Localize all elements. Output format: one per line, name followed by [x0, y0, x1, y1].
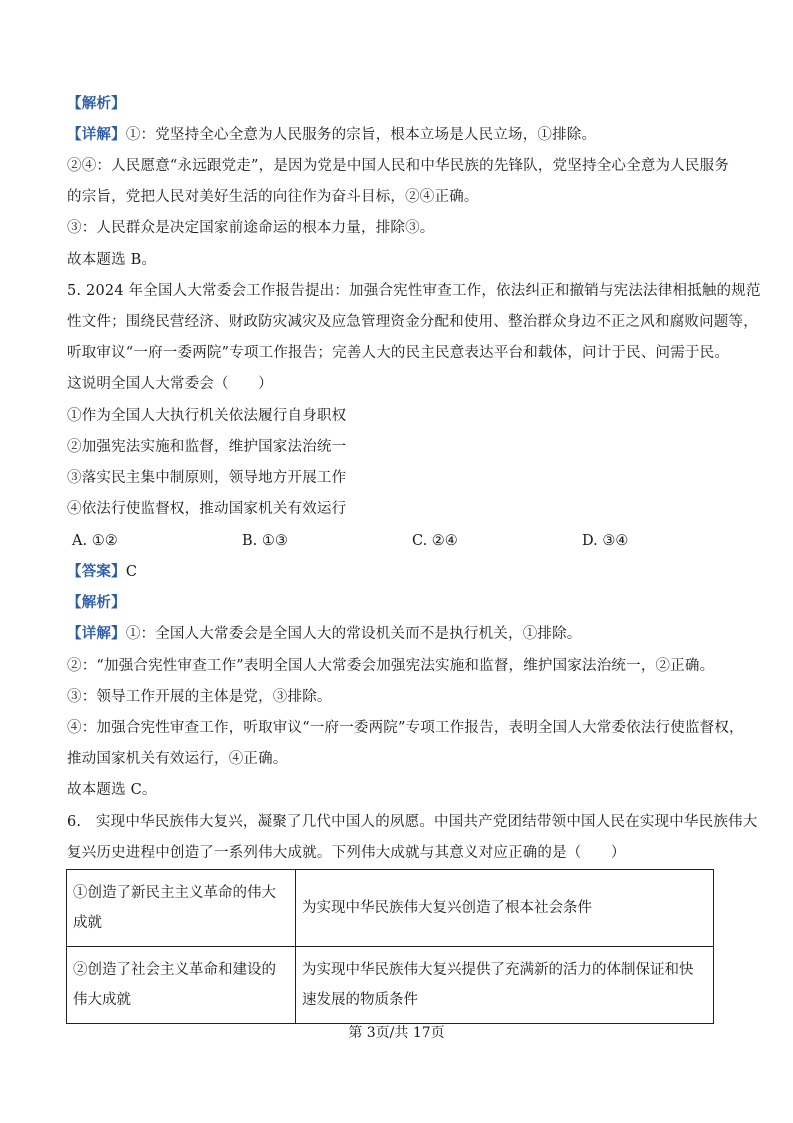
option-c: C. ②④ — [412, 533, 458, 549]
question-stem-line: 性文件；围绕民营经济、财政防灾减灾及应急管理资金分配和使用、整治群众身边不正之风和腐败问题等， — [67, 314, 758, 330]
table-cell-achievement: ①创造了新民主主义革命的伟大成就 — [67, 870, 296, 947]
question-stem-line: 5. 2024 年全国人大常委会工作报告提出：加强合宪性审查工作，依法纠正和撤销与宪法法律相抵触的规范 — [67, 283, 761, 299]
table-cell-meaning: 为实现中华民族伟大复兴创造了根本社会条件 — [296, 870, 714, 947]
option-d: D. ③④ — [582, 533, 629, 549]
answer-tag: 【答案】 — [67, 563, 126, 580]
detail-tag: 【详解】 — [67, 126, 126, 143]
question-stem-line: 6. 实现中华民族伟大复兴，凝聚了几代中国人的夙愿。中国共产党团结带领中国人民在实现中华民族伟大 — [67, 814, 758, 830]
question-stem-line: 复兴历史进程中创造了一系列伟大成就。下列伟大成就与其意义对应正确的是（ ） — [67, 845, 626, 861]
analysis-heading: 【解析】 — [67, 95, 126, 112]
analysis-line: ②：“加强合宪性审查工作”表明全国人大常委会加强宪法实施和监督，维护国家法治统一，②正确。 — [67, 658, 715, 674]
conclusion: 故本题选 C。 — [67, 782, 157, 798]
detail-tag: 【详解】 — [67, 625, 126, 642]
conclusion: 故本题选 B。 — [67, 252, 157, 268]
table-row — [67, 870, 714, 947]
statement-item: ①作为全国人大执行机关依法履行自身职权 — [67, 408, 347, 424]
page-footer: 第 3页/共 17页 — [348, 1025, 445, 1041]
table-cell-achievement: ②创造了社会主义革命和建设的伟大成就 — [67, 947, 296, 1024]
table-cell-meaning: 为实现中华民族伟大复兴提供了充满新的活力的体制保证和快速发展的物质条件 — [296, 947, 714, 1024]
analysis-heading: 【解析】 — [67, 594, 126, 611]
option-a: A. ①② — [72, 533, 118, 549]
detail-text: ①：全国人大常委会是全国人大的常设机关而不是执行机关，①排除。 — [125, 626, 582, 642]
analysis-line: ③：领导工作开展的主体是党，③排除。 — [67, 689, 332, 705]
detail-line — [67, 125, 747, 145]
detail-line — [67, 624, 747, 644]
analysis-line: ④：加强合宪性审查工作，听取审议“一府一委两院”专项工作报告，表明全国人大常委依法行使监督权， — [67, 720, 744, 736]
analysis-line: ②④：人民愿意“永远跟党走”，是因为党是中国人民和中华民族的先锋队，党坚持全心全意为人民服务 — [67, 158, 730, 174]
statement-item: ②加强宪法实施和监督，维护国家法治统一 — [67, 439, 347, 455]
statement-item: ③落实民主集中制原则，领导地方开展工作 — [67, 470, 347, 486]
answer-value: C — [125, 564, 138, 580]
answer-line — [67, 562, 747, 582]
achievement-table — [66, 869, 714, 1024]
analysis-line: 推动国家机关有效运行，④正确。 — [67, 751, 288, 767]
question-stem-line: 这说明全国人大常委会（ ） — [67, 376, 273, 392]
statement-item: ④依法行使监督权，推动国家机关有效运行 — [67, 501, 347, 517]
question-stem-line: 听取审议“一府一委两院”专项工作报告；完善人大的民主民意表达平台和载体，问计于民、问需于民。 — [67, 345, 730, 361]
analysis-line: 的宗旨，党把人民对美好生活的向往作为奋斗目标，②④正确。 — [67, 189, 479, 205]
option-b: B. ①③ — [242, 533, 288, 549]
analysis-line: ③：人民群众是决定国家前途命运的根本力量，排除③。 — [67, 220, 435, 236]
detail-text: ①：党坚持全心全意为人民服务的宗旨，根本立场是人民立场，①排除。 — [125, 127, 597, 143]
table-row — [67, 947, 714, 1024]
